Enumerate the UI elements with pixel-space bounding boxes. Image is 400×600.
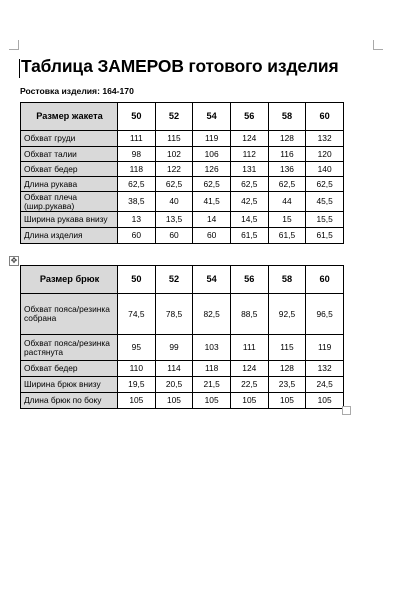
measurement-value-cell[interactable]: 41,5 (193, 192, 231, 212)
page-corner-mark-right (373, 40, 383, 50)
measurement-value-cell[interactable]: 95 (118, 335, 156, 361)
measurement-label-cell[interactable]: Ширина брюк внизу (21, 377, 118, 393)
measurement-value-cell[interactable]: 128 (268, 131, 306, 147)
size-header-cell[interactable]: 54 (193, 266, 231, 294)
measurement-value-cell[interactable]: 42,5 (230, 192, 268, 212)
measurement-value-cell[interactable]: 62,5 (268, 177, 306, 192)
measurement-value-cell[interactable]: 119 (193, 131, 231, 147)
measurement-value-cell[interactable]: 105 (268, 393, 306, 409)
measurement-value-cell[interactable]: 118 (118, 162, 156, 177)
measurement-value-cell[interactable]: 136 (268, 162, 306, 177)
table-header-row (21, 266, 344, 294)
size-header-cell[interactable]: 56 (230, 266, 268, 294)
measurement-value-cell[interactable]: 114 (155, 361, 193, 377)
table-row (21, 377, 344, 393)
measurement-value-cell[interactable]: 45,5 (306, 192, 344, 212)
measurement-value-cell[interactable]: 120 (306, 147, 344, 162)
measurement-value-cell[interactable]: 124 (230, 361, 268, 377)
measurement-value-cell[interactable]: 38,5 (118, 192, 156, 212)
measurement-value-cell[interactable]: 105 (193, 393, 231, 409)
size-header-cell[interactable]: 50 (118, 103, 156, 131)
table-row (21, 131, 344, 147)
measurement-value-cell[interactable]: 99 (155, 335, 193, 361)
measurement-value-cell[interactable]: 116 (268, 147, 306, 162)
measurement-value-cell[interactable]: 74,5 (118, 294, 156, 335)
measurement-value-cell[interactable]: 110 (118, 361, 156, 377)
table-row (21, 147, 344, 162)
measurement-value-cell[interactable]: 128 (268, 361, 306, 377)
measurement-value-cell[interactable]: 78,5 (155, 294, 193, 335)
document-subtitle[interactable]: Ростовка изделия: 164-170 (20, 86, 134, 96)
size-header-cell[interactable]: 56 (230, 103, 268, 131)
table-row (21, 192, 344, 212)
measurement-value-cell[interactable]: 88,5 (230, 294, 268, 335)
measurement-value-cell[interactable]: 82,5 (193, 294, 231, 335)
measurement-label-cell[interactable]: Ширина рукава внизу (21, 212, 118, 228)
measurement-value-cell[interactable]: 14 (193, 212, 231, 228)
table-header-row (21, 103, 344, 131)
measurement-value-cell[interactable]: 23,5 (268, 377, 306, 393)
measurement-label-cell[interactable]: Обхват пояса/резинка собрана (21, 294, 118, 335)
measurement-value-cell[interactable]: 21,5 (193, 377, 231, 393)
measurement-value-cell[interactable]: 140 (306, 162, 344, 177)
measurement-value-cell[interactable]: 62,5 (118, 177, 156, 192)
measurement-value-cell[interactable]: 61,5 (230, 228, 268, 244)
measurement-value-cell[interactable]: 103 (193, 335, 231, 361)
measurement-value-cell[interactable]: 115 (268, 335, 306, 361)
measurement-value-cell[interactable]: 61,5 (306, 228, 344, 244)
measurement-label-cell[interactable]: Длина брюк по боку (21, 393, 118, 409)
measurement-value-cell[interactable]: 131 (230, 162, 268, 177)
measurement-value-cell[interactable]: 44 (268, 192, 306, 212)
measurement-value-cell[interactable]: 19,5 (118, 377, 156, 393)
header-label-cell[interactable]: Размер жакета (21, 103, 118, 131)
measurement-value-cell[interactable]: 62,5 (230, 177, 268, 192)
table-resize-icon[interactable] (342, 406, 351, 415)
size-header-cell[interactable]: 50 (118, 266, 156, 294)
measurement-label-cell[interactable]: Обхват груди (21, 131, 118, 147)
measurement-value-cell[interactable]: 14,5 (230, 212, 268, 228)
measurement-value-cell[interactable]: 102 (155, 147, 193, 162)
size-header-cell[interactable]: 58 (268, 103, 306, 131)
size-header-cell[interactable]: 58 (268, 266, 306, 294)
trousers-size-table[interactable] (20, 265, 344, 409)
measurement-label-cell[interactable]: Обхват пояса/резинка растянута (21, 335, 118, 361)
measurement-value-cell[interactable]: 111 (118, 131, 156, 147)
header-label-cell[interactable]: Размер брюк (21, 266, 118, 294)
text-cursor (19, 59, 20, 78)
measurement-value-cell[interactable]: 62,5 (306, 177, 344, 192)
measurement-value-cell[interactable]: 126 (193, 162, 231, 177)
measurement-value-cell[interactable]: 105 (306, 393, 344, 409)
measurement-value-cell[interactable]: 98 (118, 147, 156, 162)
measurement-value-cell[interactable]: 92,5 (268, 294, 306, 335)
measurement-value-cell[interactable]: 122 (155, 162, 193, 177)
size-header-cell[interactable]: 52 (155, 266, 193, 294)
measurement-value-cell[interactable]: 96,5 (306, 294, 344, 335)
measurement-value-cell[interactable]: 15,5 (306, 212, 344, 228)
measurement-value-cell[interactable]: 105 (155, 393, 193, 409)
table-row (21, 212, 344, 228)
table-row (21, 361, 344, 377)
measurement-value-cell[interactable]: 60 (155, 228, 193, 244)
measurement-value-cell[interactable]: 105 (118, 393, 156, 409)
size-header-cell[interactable]: 60 (306, 266, 344, 294)
measurement-value-cell[interactable]: 112 (230, 147, 268, 162)
table-row (21, 335, 344, 361)
measurement-value-cell[interactable]: 111 (230, 335, 268, 361)
jacket-size-table[interactable] (20, 102, 344, 244)
measurement-label-cell[interactable]: Длина изделия (21, 228, 118, 244)
size-header-cell[interactable]: 60 (306, 103, 344, 131)
measurement-label-cell[interactable]: Обхват плеча (шир.рукава) (21, 192, 118, 212)
measurement-value-cell[interactable]: 132 (306, 361, 344, 377)
page-corner-mark-left (9, 40, 19, 50)
measurement-value-cell[interactable]: 62,5 (193, 177, 231, 192)
size-header-cell[interactable]: 52 (155, 103, 193, 131)
table-row (21, 162, 344, 177)
measurement-value-cell[interactable]: 106 (193, 147, 231, 162)
measurement-value-cell[interactable]: 61,5 (268, 228, 306, 244)
document-title[interactable]: Таблица ЗАМЕРОВ готового изделия (21, 56, 339, 76)
measurement-value-cell[interactable]: 118 (193, 361, 231, 377)
measurement-value-cell[interactable]: 24,5 (306, 377, 344, 393)
table-move-icon[interactable]: ✥ (10, 256, 18, 265)
measurement-value-cell[interactable]: 60 (193, 228, 231, 244)
measurement-value-cell[interactable]: 20,5 (155, 377, 193, 393)
measurement-value-cell[interactable]: 13,5 (155, 212, 193, 228)
measurement-label-cell[interactable]: Длина рукава (21, 177, 118, 192)
measurement-value-cell[interactable]: 132 (306, 131, 344, 147)
measurement-value-cell[interactable]: 62,5 (155, 177, 193, 192)
measurement-label-cell[interactable]: Обхват талии (21, 147, 118, 162)
measurement-value-cell[interactable]: 60 (118, 228, 156, 244)
table-row (21, 177, 344, 192)
measurement-label-cell[interactable]: Обхват бедер (21, 361, 118, 377)
measurement-value-cell[interactable]: 124 (230, 131, 268, 147)
measurement-value-cell[interactable]: 115 (155, 131, 193, 147)
measurement-value-cell[interactable]: 13 (118, 212, 156, 228)
table-row (21, 228, 344, 244)
measurement-value-cell[interactable]: 15 (268, 212, 306, 228)
table-row (21, 393, 344, 409)
table-row (21, 294, 344, 335)
measurement-value-cell[interactable]: 40 (155, 192, 193, 212)
measurement-value-cell[interactable]: 119 (306, 335, 344, 361)
size-header-cell[interactable]: 54 (193, 103, 231, 131)
measurement-value-cell[interactable]: 22,5 (230, 377, 268, 393)
measurement-value-cell[interactable]: 105 (230, 393, 268, 409)
measurement-label-cell[interactable]: Обхват бедер (21, 162, 118, 177)
